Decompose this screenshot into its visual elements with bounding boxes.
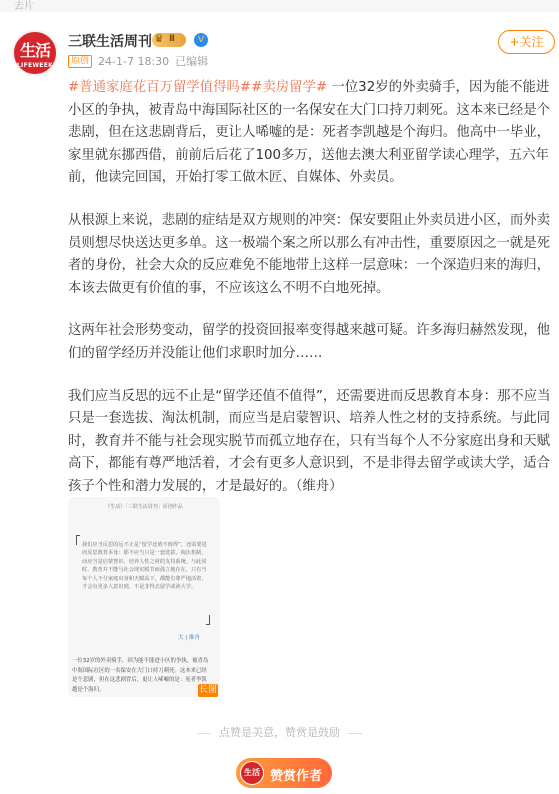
- post-text: [68, 77, 556, 499]
- member-crown-badge[interactable]: [152, 33, 186, 47]
- member-level: Ⅱ: [169, 34, 175, 44]
- divider-right: [348, 733, 362, 734]
- reward-author-button[interactable]: [236, 758, 332, 788]
- appreciate-hint: [0, 724, 559, 740]
- reward-avatar-icon: 生活: [240, 761, 264, 785]
- post-meta: [68, 54, 208, 68]
- post-paragraph-3: 这两年社会形势变动，留学的投资回报率变得越来越可疑。许多海归赫然发现，他们的留学经历并没能让他们求职时加分……: [68, 323, 551, 361]
- post-timestamp[interactable]: 24-1-7 18:30: [98, 54, 170, 68]
- original-tag: 原创: [68, 55, 92, 68]
- image-signature: 大 | 维舟: [178, 635, 200, 641]
- post-paragraph-1: [68, 77, 556, 190]
- hashtag-links[interactable]: #普通家庭花百万留学值得吗##卖房留学#: [68, 80, 328, 95]
- avatar[interactable]: [12, 30, 58, 76]
- image-header: 《生活》「三联生活周刊」原创作品: [105, 504, 183, 510]
- top-strip: [0, 0, 559, 12]
- crown-icon: ♛: [154, 32, 164, 45]
- post-paragraph-2: 从根源上来说，悲剧的症结是双方规则的冲突：保安要阻止外卖员进小区，而外卖员则想尽快送达更多单。这一极端个案之所以那么有冲击性，重要原因之一就是死者的身份，社会大众的反应难免不能地带上这样一层意味：一个深造归来的海归，本该去做更有价值的事，不应该这么不明不白地死掉。: [68, 212, 551, 296]
- paragraph-1-text: 一位32岁的外卖骑手，因为能不能进小区的争执，被青岛中海国际社区的一名保安在大门口持刀刺死。这本来已经是个悲剧，但在这悲剧背后，更让人唏嘘的是：死者李凯越是个海归。他高中一毕业，家里就东挪西借，前前后后花了100多万，送他去澳大利亚留学读心理学，五六年前，他读完回国，开始打零工做木匠、自媒体、外卖员。: [68, 80, 551, 186]
- reward-label: 赞赏作者: [270, 769, 323, 784]
- divider-left: [197, 733, 211, 734]
- image-lower-text: 一位32岁的外卖骑手，因为能不能进小区的争执，被青岛中海国际社区的一名保安在大门口持刀刺死。这本来已经是个悲剧，但在这悲剧背后，更让人唏嘘的是：死者李凯越是个海归。: [72, 658, 209, 693]
- quote-bracket-close: [206, 615, 210, 625]
- edited-label: 已编辑: [175, 55, 209, 68]
- avatar-logo-subtext: LIFEWEEK: [16, 62, 54, 69]
- follow-button[interactable]: +关注: [498, 30, 555, 54]
- appreciate-text: 点赞是美意，赞赏是鼓励: [219, 726, 340, 739]
- avatar-logo-text: 生活: [19, 41, 50, 60]
- long-image-thumbnail[interactable]: [68, 497, 220, 697]
- post-paragraph-4: 我们应当反思的远不止是“留学还值不值得”，还需要进而反思教育本身：那不应当只是一套选拔、淘汰机制，而应当是启蒙智识、培养人性之材的支持系统。与此同时，教育并不能与社会现实脱节而孤立地存在，只有当每个人不分家庭出身和天赋高下，都能有尊严地活着，才会有更多人意识到，不是非得去留学或读大学，适合孩子个性和潜力发展的，才是最好的。（维舟）: [68, 388, 551, 494]
- verified-icon[interactable]: V: [194, 33, 208, 47]
- top-strip-text: 去片: [14, 1, 34, 12]
- image-quote-text: 我们应当反思的远不止是“留学还值不值得”，还需要进而反思教育本身：那不应当只是一套选拔、淘汰机制，而应当是启蒙智识、培养人性之材的支持系统。与此同时，教育并不能与社会现实脱节而孤立地存在，只有当每个人不分家庭出身和天赋高下，都能有尊严地活着，才会有更多人意识到，不是非得去留学或读大学。: [82, 542, 207, 591]
- long-image-badge: 长图: [198, 685, 217, 695]
- quote-bracket-open: [76, 535, 80, 545]
- author-name[interactable]: 三联生活周刊: [68, 34, 152, 50]
